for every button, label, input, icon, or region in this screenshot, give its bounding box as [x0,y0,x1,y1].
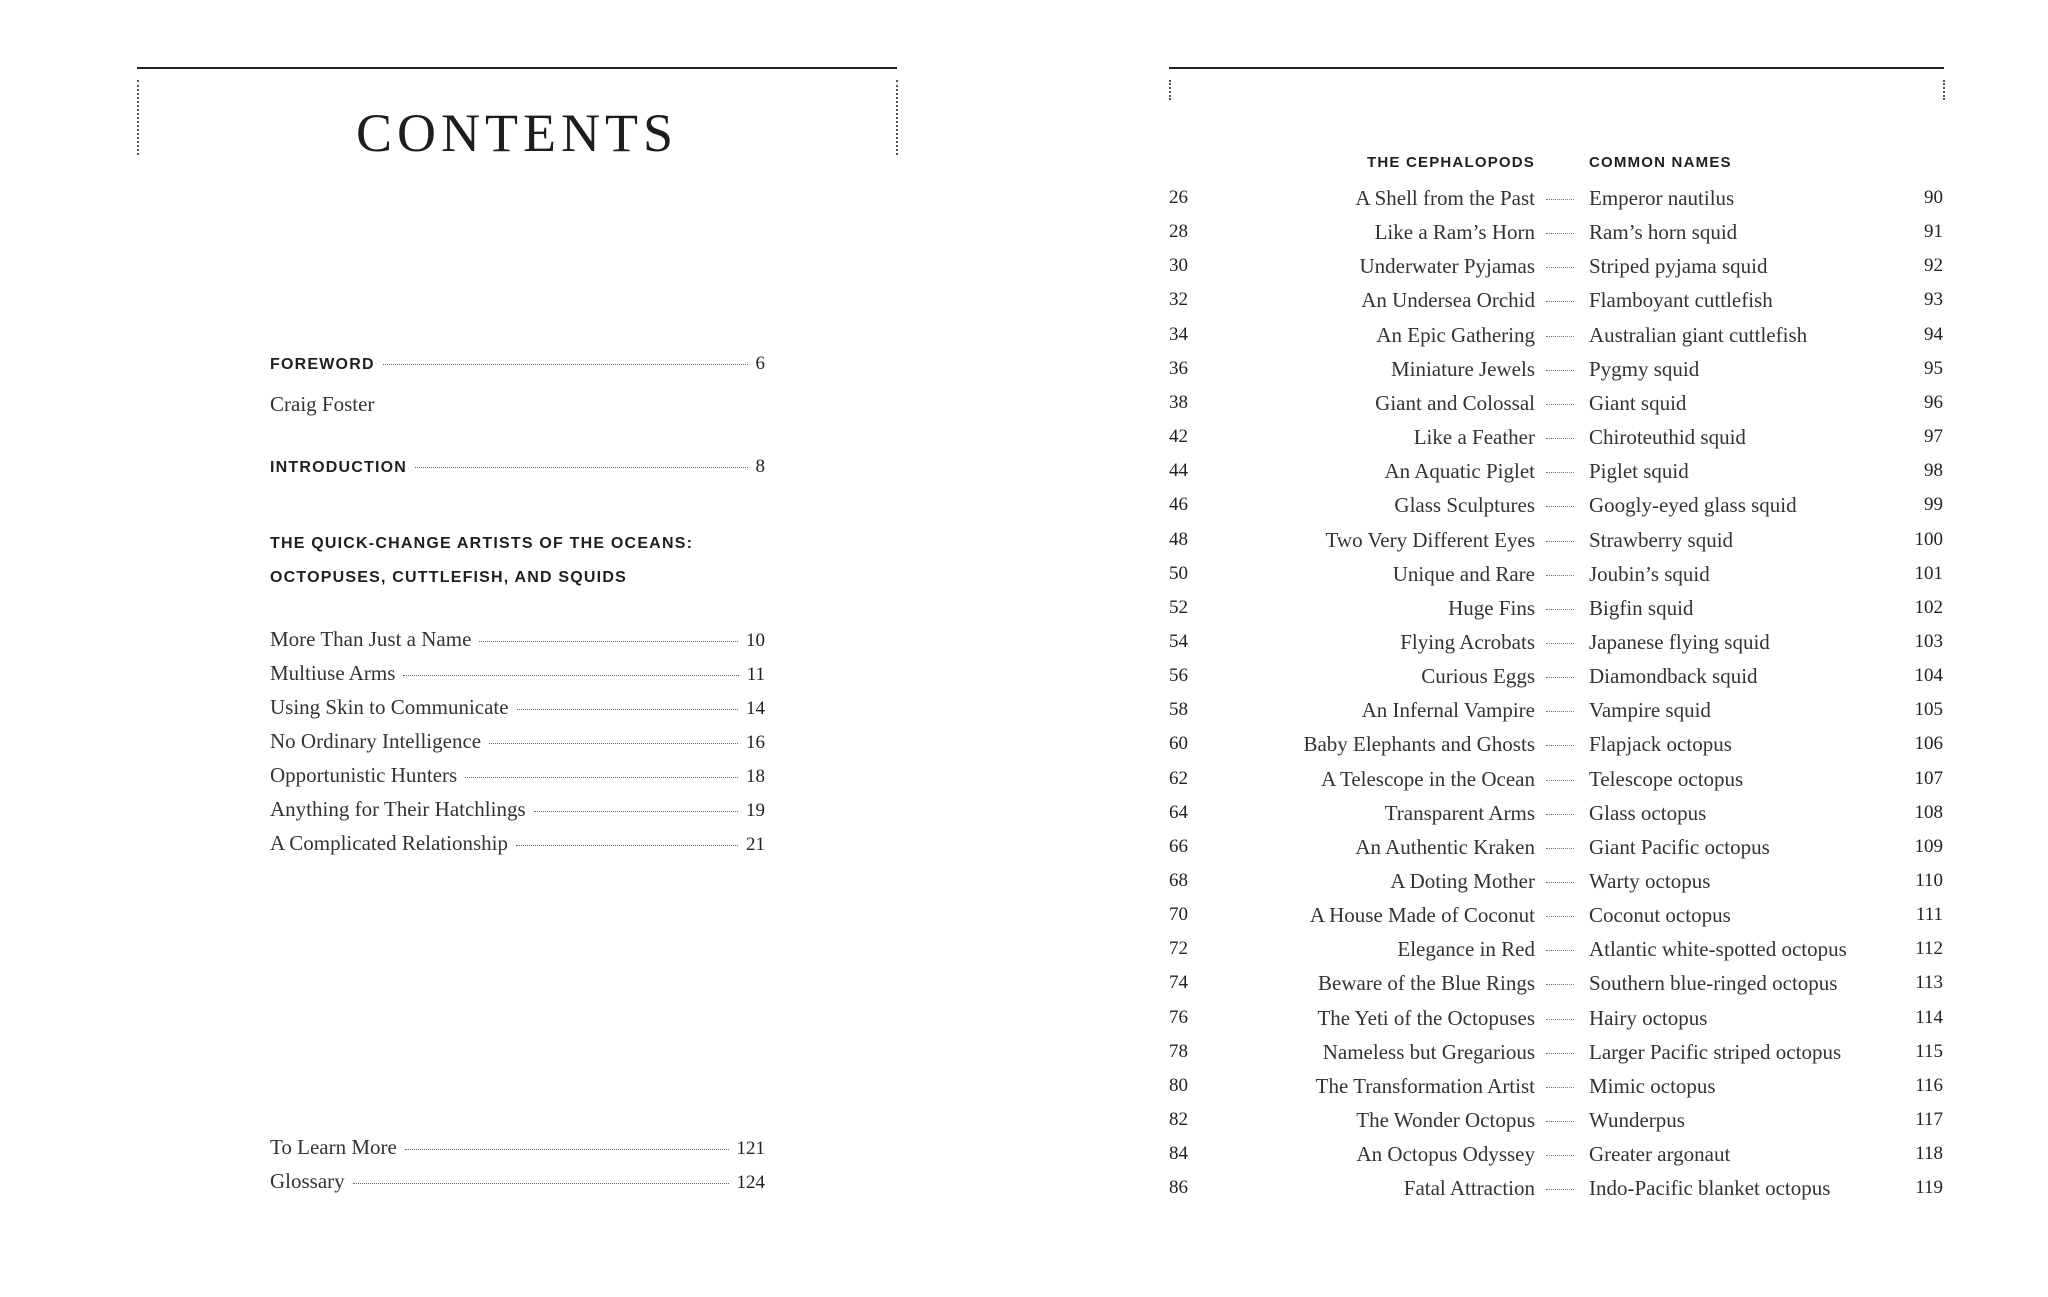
profile-page: 58 [1169,699,1188,721]
profile-title: Glass Sculptures [1394,493,1535,518]
profile-page: 62 [1169,767,1188,789]
profile-title: The Transformation Artist [1315,1073,1535,1098]
common-name: Chiroteuthid squid [1589,425,1746,450]
chapter-title: Anything for Their Hatchlings [270,797,526,821]
toc-introduction[interactable] [270,456,765,490]
section-heading-line-1: THE QUICK-CHANGE ARTISTS OF THE OCEANS: [270,535,694,552]
common-name: Wunderpus [1589,1108,1685,1133]
chapter-title: More Than Just a Name [270,627,472,651]
right-bracket [1943,80,1945,100]
chapter-title: Multiuse Arms [270,661,396,685]
common-name-page: 107 [1914,767,1943,789]
toc-chapter[interactable] [270,797,765,831]
leader-dots [1546,506,1574,507]
profile-page: 32 [1169,289,1188,311]
back-matter-title: Glossary [270,1169,345,1193]
index-row[interactable] [1024,181,2048,215]
common-name: Flapjack octopus [1589,732,1732,757]
leader-dots [1546,1121,1574,1122]
profile-title: Fatal Attraction [1403,1176,1535,1201]
common-name: Giant squid [1589,390,1687,415]
profile-page: 68 [1169,870,1188,891]
profile-title: A House Made of Coconut [1309,903,1535,928]
leader-dots [1546,233,1574,234]
profile-page: 50 [1169,562,1188,584]
profile-page: 34 [1169,323,1188,345]
leader-dots [1546,472,1574,473]
leader-dots [1546,1087,1574,1088]
leader-dots [1546,848,1574,849]
profile-title: An Authentic Kraken [1355,834,1535,859]
common-name: Hairy octopus [1589,1005,1708,1030]
leader-dots [1546,267,1574,268]
index-row[interactable] [1024,830,2048,864]
toc-foreword[interactable] [270,353,765,387]
common-name-page: 118 [1915,1143,1943,1165]
profile-title: Nameless but Gregarious [1322,1039,1535,1064]
profile-title: Like a Ram’s Horn [1374,220,1535,245]
leader-dots [1546,301,1574,302]
leader-dots [1546,745,1574,746]
common-name: Vampire squid [1589,698,1711,723]
leader-dots [1546,643,1574,644]
profile-title: Beware of the Blue Rings [1318,971,1535,996]
profile-title: Flying Acrobats [1400,629,1535,654]
foreword-label: FOREWORD [270,356,375,373]
common-name: Greater argonaut [1589,1142,1731,1167]
toc-chapter[interactable] [270,729,765,763]
leader-dots [1546,882,1574,883]
leader-dots [1546,541,1574,542]
top-rule [137,67,897,69]
profile-page: 44 [1169,460,1188,482]
common-name: Japanese flying squid [1589,629,1770,654]
profile-page: 84 [1169,1143,1188,1165]
leader-dots [1546,609,1574,610]
profile-title: Transparent Arms [1384,800,1535,825]
common-name-page: 98 [1924,460,1943,482]
leader-dots [1546,1155,1574,1156]
index-row[interactable] [1024,864,2048,898]
top-rule [1169,67,1944,69]
profile-page: 78 [1169,1040,1188,1062]
common-name-page: 104 [1914,665,1943,687]
common-name: Australian giant cuttlefish [1589,322,1808,347]
profile-title: The Wonder Octopus [1356,1108,1535,1133]
leader-dots [1546,199,1574,200]
introduction-label: INTRODUCTION [270,459,408,476]
common-name: Flamboyant cuttlefish [1589,288,1773,313]
index-row[interactable] [1024,1001,2048,1035]
common-name-page: 106 [1914,733,1943,755]
profile-page: 46 [1169,494,1188,516]
profile-title: Underwater Pyjamas [1359,254,1535,279]
profile-title: Huge Fins [1448,595,1535,620]
leader-dots [1546,1053,1574,1054]
leader-dots [516,845,738,846]
leader-dots [1546,1189,1574,1190]
profile-title: Curious Eggs [1421,664,1535,689]
profile-page: 52 [1169,596,1188,618]
common-names-column-header: COMMON NAMES [1589,154,1732,171]
index-row[interactable] [1024,727,2048,761]
common-name-page: 114 [1915,1006,1943,1028]
leader-dots [489,743,738,744]
common-name-page: 93 [1924,289,1943,311]
leader-dots [1546,677,1574,678]
leader-dots [1546,950,1574,951]
chapter-title: A Complicated Relationship [270,831,508,855]
profile-title: Unique and Rare [1392,561,1535,586]
profile-title: Two Very Different Eyes [1325,527,1535,552]
profile-title: Baby Elephants and Ghosts [1303,732,1535,757]
common-name: Coconut octopus [1589,903,1731,928]
leader-dots [1546,780,1574,781]
common-name: Joubin’s squid [1589,561,1710,586]
common-name-page: 105 [1914,699,1943,721]
profile-page: 48 [1169,528,1188,550]
chapter-title: Opportunistic Hunters [270,763,458,787]
leader-dots [534,811,738,812]
common-name-page: 109 [1914,835,1943,857]
chapter-title: No Ordinary Intelligence [270,729,482,753]
common-name: Piglet squid [1589,459,1689,484]
section-heading-line-2: OCTOPUSES, CUTTLEFISH, AND SQUIDS [270,569,627,586]
foreword-page: 6 [755,353,765,374]
index-row[interactable] [1024,693,2048,727]
index-row[interactable] [1024,659,2048,693]
profile-page: 42 [1169,426,1188,448]
common-name-page: 96 [1924,391,1943,413]
common-name: Emperor nautilus [1589,186,1735,210]
index-row[interactable] [1024,1137,2048,1171]
common-name-page: 111 [1915,904,1943,926]
profile-title: Giant and Colossal [1375,390,1535,415]
profile-page: 72 [1169,938,1188,960]
index-row[interactable] [1024,796,2048,830]
index-row[interactable] [1024,1069,2048,1103]
back-matter-page: 121 [736,1138,765,1159]
profile-page: 80 [1169,1074,1188,1096]
common-name-page: 119 [1915,1177,1943,1199]
toc-back-matter[interactable] [270,1135,765,1169]
index-row[interactable] [1024,932,2048,966]
profile-page: 54 [1169,630,1188,652]
toc-back-matter[interactable] [270,1169,765,1203]
toc-chapter[interactable] [270,627,765,661]
profile-title: Elegance in Red [1397,937,1535,962]
common-name-page: 92 [1924,255,1943,277]
common-name: Glass octopus [1589,800,1707,825]
profile-page: 38 [1169,391,1188,413]
leader-dots [1546,984,1574,985]
common-name-page: 103 [1914,630,1943,652]
index-row[interactable] [1024,352,2048,386]
index-row[interactable] [1024,215,2048,249]
common-name-page: 102 [1914,596,1943,618]
common-name: Striped pyjama squid [1589,254,1768,279]
index-row[interactable] [1024,966,2048,1000]
profile-page: 86 [1169,1177,1188,1199]
common-name-page: 108 [1914,801,1943,823]
chapter-title: Using Skin to Communicate [270,695,509,719]
leader-dots [1546,370,1574,371]
profile-title: A Telescope in the Ocean [1321,766,1535,791]
profile-title: An Epic Gathering [1376,322,1535,347]
profile-page: 28 [1169,221,1188,243]
foreword-author: Craig Foster [270,392,375,416]
back-matter-title: To Learn More [270,1135,397,1159]
leader-dots [1546,916,1574,917]
leader-dots [1546,336,1574,337]
index-row[interactable] [1024,488,2048,522]
leader-dots [353,1183,729,1184]
profile-page: 70 [1169,904,1188,926]
profile-page: 36 [1169,357,1188,379]
index-row[interactable] [1024,283,2048,317]
common-name: Giant Pacific octopus [1589,834,1770,859]
common-name: Larger Pacific striped octopus [1589,1039,1842,1064]
leader-dots [405,1149,729,1150]
toc-chapter[interactable] [270,763,765,797]
common-name-page: 113 [1915,972,1943,994]
profile-title: An Infernal Vampire [1361,698,1535,723]
common-name-page: 94 [1924,323,1943,345]
chapter-page: 16 [746,732,765,753]
leader-dots [1546,575,1574,576]
profile-page: 66 [1169,835,1188,857]
profile-title: An Octopus Odyssey [1356,1142,1535,1167]
profile-page: 56 [1169,665,1188,687]
toc-chapter[interactable] [270,695,765,729]
profile-title: An Aquatic Piglet [1384,459,1535,484]
index-row[interactable] [1024,454,2048,488]
common-name: Warty octopus [1589,869,1711,893]
profile-page: 26 [1169,187,1188,208]
leader-dots [1546,438,1574,439]
leader-dots [383,364,748,365]
common-name: Ram’s horn squid [1589,220,1738,245]
leader-dots [403,675,738,676]
index-row[interactable] [1024,625,2048,659]
chapter-page: 11 [746,664,765,685]
common-name-page: 91 [1924,221,1943,243]
common-name-page: 90 [1924,187,1943,208]
common-name: Bigfin squid [1589,595,1694,620]
leader-dots [415,467,747,468]
profile-page: 60 [1169,733,1188,755]
left-bracket [1169,80,1171,100]
common-name-page: 110 [1915,870,1943,891]
profile-page: 74 [1169,972,1188,994]
chapter-page: 19 [746,800,765,821]
common-name: Diamondback squid [1589,664,1758,689]
common-name: Pygmy squid [1589,356,1700,381]
leader-dots [1546,1019,1574,1020]
profile-title: An Undersea Orchid [1361,288,1535,313]
chapter-page: 21 [746,834,765,855]
chapter-page: 18 [746,766,765,787]
page-title: CONTENTS [356,103,678,163]
common-name: Strawberry squid [1589,527,1734,552]
index-row[interactable] [1024,591,2048,625]
profile-title: Miniature Jewels [1390,356,1535,381]
profile-title: A Doting Mother [1390,869,1535,893]
common-name-page: 95 [1924,357,1943,379]
index-row[interactable] [1024,318,2048,352]
common-name-page: 100 [1914,528,1943,550]
index-row[interactable] [1024,1035,2048,1069]
toc-chapter[interactable] [270,661,765,695]
profile-page: 64 [1169,801,1188,823]
index-row[interactable] [1024,898,2048,932]
profile-page: 76 [1169,1006,1188,1028]
common-name: Telescope octopus [1589,766,1744,791]
common-name-page: 97 [1924,426,1943,448]
profile-page: 82 [1169,1109,1188,1131]
index-row[interactable] [1024,557,2048,591]
profile-title: A Shell from the Past [1355,186,1535,210]
leader-dots [465,777,738,778]
common-name: Googly-eyed glass squid [1589,493,1797,518]
common-name: Mimic octopus [1589,1073,1716,1098]
common-name: Indo-Pacific blanket octopus [1589,1176,1831,1201]
introduction-page: 8 [755,456,765,477]
index-row[interactable] [1024,386,2048,420]
common-name-page: 115 [1915,1040,1943,1062]
leader-dots [1546,404,1574,405]
index-row[interactable] [1024,1103,2048,1137]
common-name: Atlantic white-spotted octopus [1589,937,1847,962]
index-row[interactable] [1024,762,2048,796]
index-row[interactable] [1024,1171,2048,1205]
cephalopods-column-header: THE CEPHALOPODS [1366,154,1535,171]
index-row[interactable] [1024,420,2048,454]
toc-chapter[interactable] [270,831,765,865]
back-matter-page: 124 [736,1172,765,1193]
chapter-page: 14 [746,698,765,719]
index-row[interactable] [1024,249,2048,283]
chapter-page: 10 [746,630,765,651]
common-name: Southern blue-ringed octopus [1589,971,1838,996]
leader-dots [479,641,738,642]
common-name-page: 101 [1914,562,1943,584]
right-page [1024,0,2048,1297]
common-name-page: 117 [1915,1109,1943,1131]
common-name-page: 99 [1924,494,1943,516]
leader-dots [1546,711,1574,712]
common-name-page: 112 [1915,938,1943,960]
profile-title: Like a Feather [1413,425,1535,450]
profile-page: 30 [1169,255,1188,277]
profile-title: The Yeti of the Octopuses [1317,1005,1535,1030]
leader-dots [1546,814,1574,815]
index-row[interactable] [1024,523,2048,557]
leader-dots [517,709,738,710]
common-name-page: 116 [1915,1074,1943,1096]
